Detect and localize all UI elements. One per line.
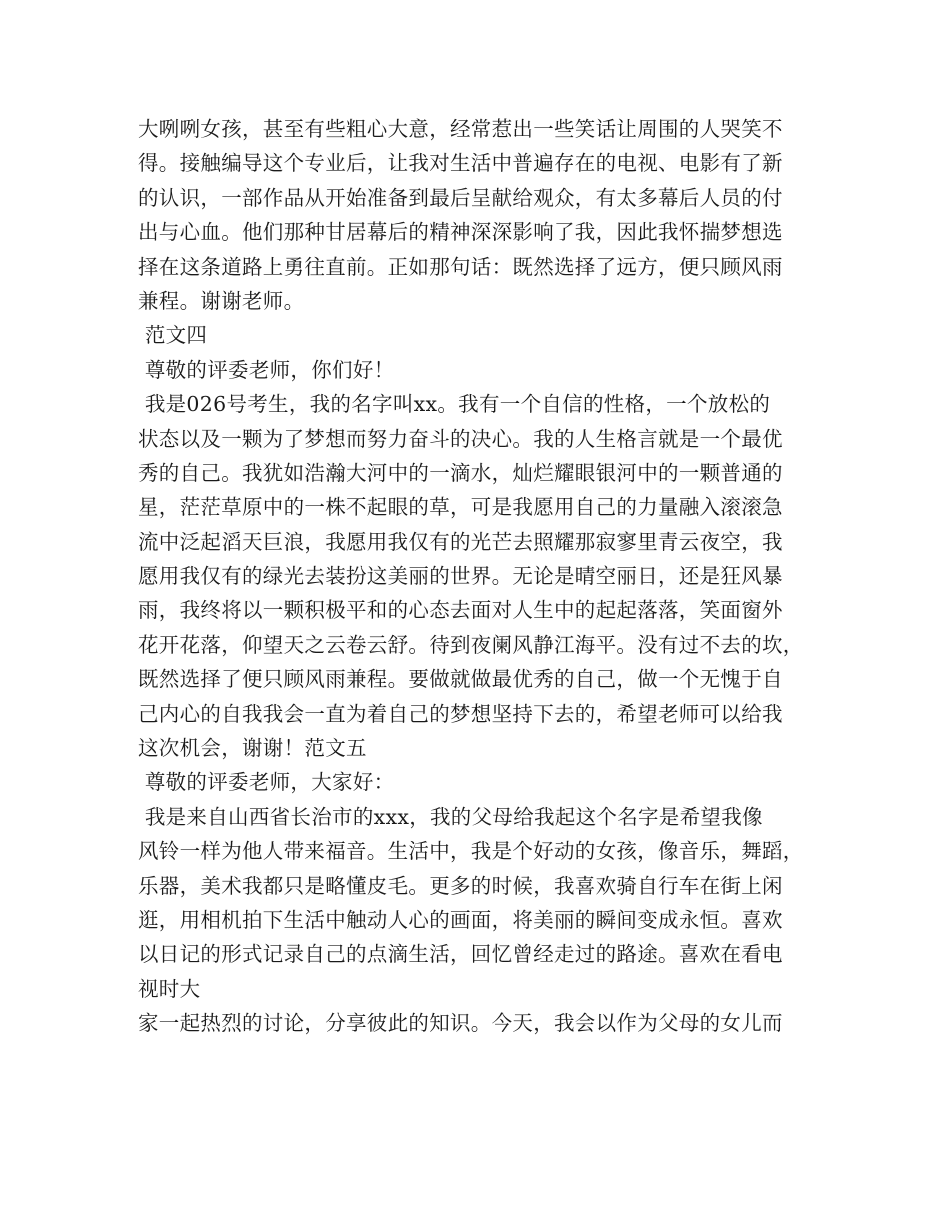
text-line: 风铃一样为他人带来福音。生活中，我是个好动的女孩，像音乐，舞蹈，: [138, 839, 804, 864]
salutation: 尊敬的评委老师，你们好！: [138, 357, 395, 382]
text-line: 得。接触编导这个专业后，让我对生活中普遍存在的电视、电影有了新: [138, 151, 783, 176]
text-line: 流中泛起滔天巨浪，我愿用我仅有的光芒去照耀那寂寥里青云夜空，我: [138, 529, 783, 554]
text-line: 愿用我仅有的绿光去装扮这美丽的世界。无论是晴空丽日，还是狂风暴: [138, 564, 783, 589]
section-heading: 范文四: [138, 323, 208, 348]
text-line: 择在这条道路上勇往直前。正如那句话：既然选择了远方，便只顾风雨: [138, 254, 783, 279]
text-line: 兼程。谢谢老师。: [138, 288, 305, 313]
text-line: 这次机会，谢谢！范文五: [138, 736, 367, 761]
text-line: 家一起热烈的讨论，分享彼此的知识。今天，我会以作为父母的女儿而: [138, 1011, 783, 1036]
text-line: 视时大: [138, 976, 201, 1001]
text-line: 己内心的自我我会一直为着自己的梦想坚持下去的，希望老师可以给我: [138, 701, 783, 726]
text-line: 既然选择了便只顾风雨兼程。要做就做最优秀的自己，做一个无愧于自: [138, 667, 783, 692]
text-line: 星，茫茫草原中的一株不起眼的草，可是我愿用自己的力量融入滚滚急: [138, 495, 783, 520]
text-line: 我是026号考生，我的名字叫xx。我有一个自信的性格，一个放松的: [138, 392, 771, 417]
salutation: 尊敬的评委老师，大家好：: [138, 770, 395, 795]
text-line: 状态以及一颗为了梦想而努力奋斗的决心。我的人生格言就是一个最优: [138, 426, 783, 451]
text-line: 雨，我终将以一颗积极平和的心态去面对人生中的起起落落，笑面窗外: [138, 598, 783, 623]
text-line: 秀的自己。我犹如浩瀚大河中的一滴水，灿烂耀眼银河中的一颗普通的: [138, 460, 783, 485]
text-line: 出与心血。他们那种甘居幕后的精神深深影响了我，因此我怀揣梦想选: [138, 220, 783, 245]
text-line: 逛，用相机拍下生活中触动人心的画面，将美丽的瞬间变成永恒。喜欢: [138, 907, 783, 932]
text-line: 大咧咧女孩，甚至有些粗心大意，经常惹出一些笑话让周围的人哭笑不: [138, 117, 783, 141]
text-line: 乐器，美术我都只是略懂皮毛。更多的时候，我喜欢骑自行车在街上闲: [138, 873, 783, 898]
text-line: 以日记的形式记录自己的点滴生活，回忆曾经走过的路途。喜欢在看电: [138, 942, 783, 967]
text-line: 花开花落，仰望天之云卷云舒。待到夜阑风静江海平。没有过不去的坎，: [138, 632, 804, 657]
text-line: 的认识，一部作品从开始准备到最后呈献给观众，有太多幕后人员的付: [138, 185, 783, 210]
body-text: [138, 112, 818, 1041]
text-line: 我是来自山西省长治市的xxx，我的父母给我起这个名字是希望我像: [138, 804, 763, 829]
